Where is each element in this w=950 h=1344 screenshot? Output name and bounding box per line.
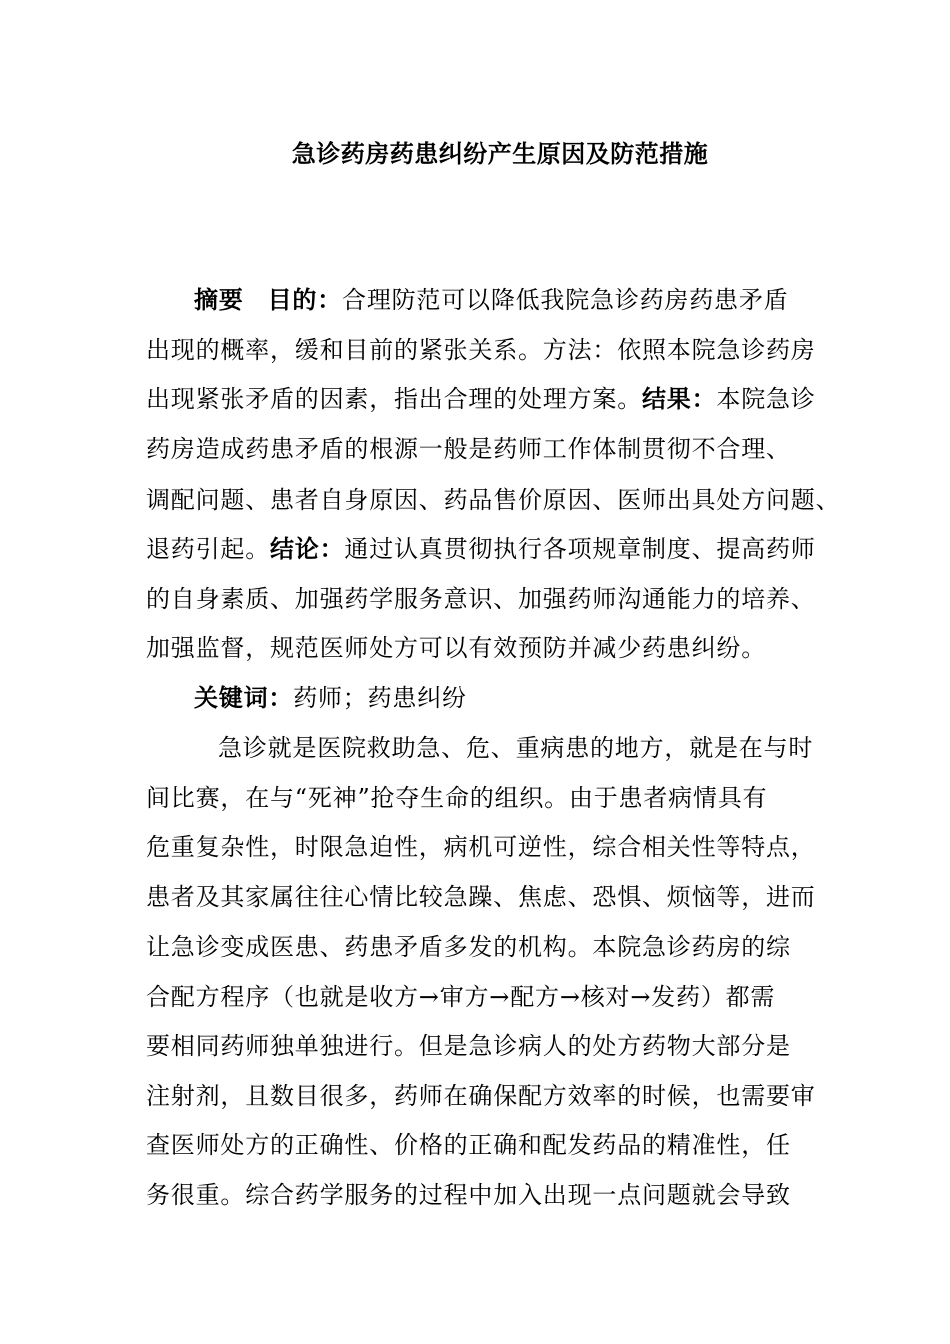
abstract-line-7: 的自身素质、加强药学服务意识、加强药师沟通能力的培养、 xyxy=(146,585,816,613)
purpose-text: 合理防范可以降低我院急诊药房药患矛盾 xyxy=(342,286,789,314)
method-text: 出现紧张矛盾的因素，指出合理的处理方案。 xyxy=(146,385,642,413)
body-line: 注射剂，且数目很多，药师在确保配方效率的时候，也需要审 xyxy=(146,1082,816,1110)
document-title: 急诊药房药患纠纷产生原因及防范措施 xyxy=(291,139,709,168)
body-line: 患者及其家属往往心情比较急躁、焦虑、恐惧、烦恼等，进而 xyxy=(146,883,816,911)
abstract-line-6 xyxy=(146,534,816,564)
abstract-line-1 xyxy=(194,285,788,315)
body-line: 让急诊变成医患、药患矛盾多发的机构。本院急诊药房的综 xyxy=(146,933,791,961)
keywords-label: 关键词： xyxy=(194,683,294,712)
abstract-line-3 xyxy=(146,384,816,414)
abstract-line-8: 加强监督，规范医师处方可以有效预防并减少药患纠纷。 xyxy=(146,634,766,662)
purpose-label: 目的： xyxy=(267,285,343,314)
abstract-line-5: 调配问题、患者自身原因、药品售价原因、医师出具处方问题、 xyxy=(146,486,841,514)
result-text-end: 退药引起。 xyxy=(146,535,270,563)
body-line: 间比赛，在与“死神”抢夺生命的组织。由于患者病情具有 xyxy=(146,784,768,812)
conclusion-label: 结论： xyxy=(270,534,345,563)
result-label: 结果： xyxy=(642,384,717,413)
body-line: 查医师处方的正确性、价格的正确和配发药品的精准性，任 xyxy=(146,1131,791,1159)
body-line: 务很重。综合药学服务的过程中加入出现一点问题就会导致 xyxy=(146,1181,791,1209)
keywords-line xyxy=(194,683,467,713)
body-line: 合配方程序（也就是收方→审方→配方→核对→发药）都需 xyxy=(146,983,776,1011)
abstract-label: 摘要 xyxy=(194,285,244,314)
keywords-text: 药师；药患纠纷 xyxy=(293,684,467,712)
abstract-line-4: 药房造成药患矛盾的根源一般是药师工作体制贯彻不合理、 xyxy=(146,435,791,463)
body-line: 要相同药师独单独进行。但是急诊病人的处方药物大部分是 xyxy=(146,1032,791,1060)
body-line: 急诊就是医院救助急、危、重病患的地方，就是在与时 xyxy=(218,734,814,762)
conclusion-text: 通过认真贯彻执行各项规章制度、提高药师 xyxy=(344,535,816,563)
abstract-line-2: 出现的概率，缓和目前的紧张关系。方法：依照本院急诊药房 xyxy=(146,336,816,364)
body-line: 危重复杂性，时限急迫性，病机可逆性，综合相关性等特点， xyxy=(146,833,816,861)
result-text: 本院急诊 xyxy=(716,385,816,413)
